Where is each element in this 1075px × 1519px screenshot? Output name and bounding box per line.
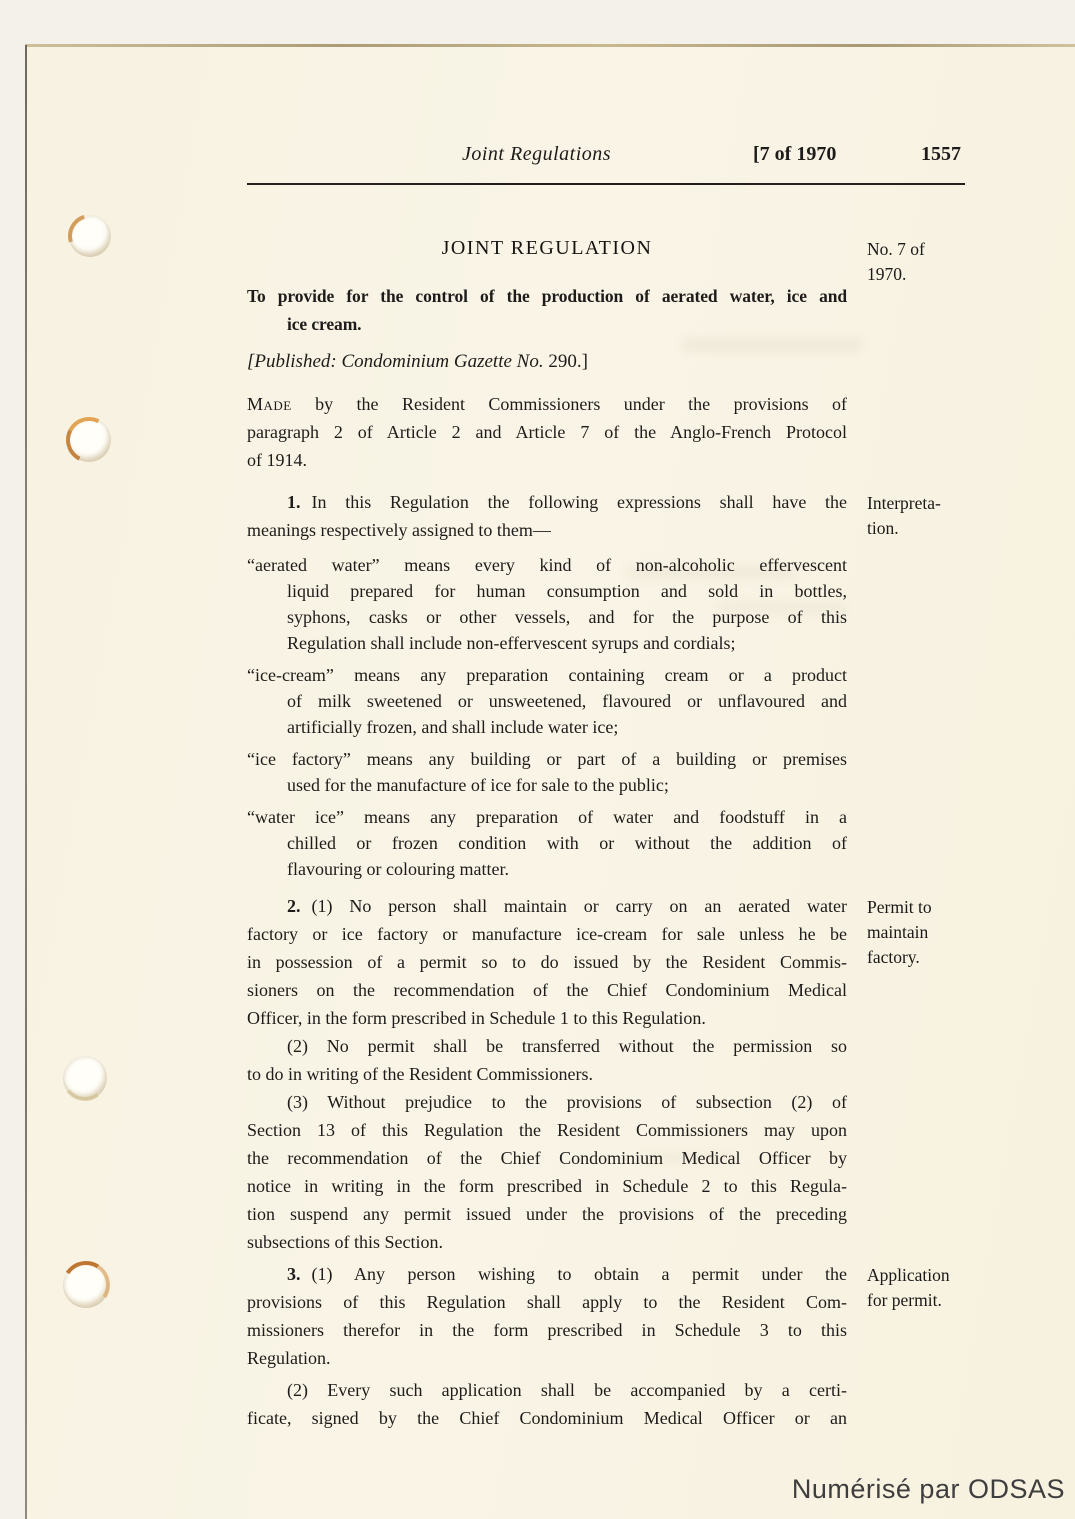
punch-hole: [67, 418, 111, 462]
punch-hole: [63, 1056, 107, 1100]
text-line: artificially frozen, and shall include water ice;: [287, 717, 619, 737]
margin-note-line: Interpreta-: [867, 493, 941, 513]
section-3-subsection-1: [247, 1260, 950, 1372]
margin-note-line: 1970.: [867, 264, 907, 284]
text-line: factory or ice factory or manufacture ice-cream for sale unless he be: [247, 924, 847, 944]
text-line: “ice factory” means any building or part of a building or premises: [247, 749, 847, 769]
text-span: (1) No person shall maintain or carry on an aerated water: [311, 896, 847, 916]
text-line: ficate, signed by the Chief Condominium Medical Officer or an: [247, 1408, 847, 1428]
definition-ice-cream: [247, 662, 847, 740]
text-line: in possession of a permit so to do issued by the Resident Commis-: [247, 952, 847, 972]
text-line: tion suspend any permit issued under the provisions of the preceding: [247, 1204, 847, 1224]
section-2-subsection-3: [247, 1088, 847, 1256]
text-line: “ice-cream” means any preparation containing cream or a product: [247, 665, 847, 685]
section-1: [247, 488, 941, 544]
text-line: (3) Without prejudice to the provisions of subsection (2) of: [287, 1092, 847, 1112]
punch-hole: [69, 215, 111, 257]
margin-note-line: maintain: [867, 922, 929, 942]
text-line: notice in writing in the form prescribed in Schedule 2 to this Regula-: [247, 1176, 847, 1196]
punch-hole: [63, 1262, 109, 1308]
margin-note-regulation-number: [867, 237, 1017, 287]
text-line: sioners on the recommendation of the Chief Condominium Medical: [247, 980, 847, 1000]
margin-note-line: for permit.: [867, 1290, 942, 1310]
text-line: to do in writing of the Resident Commissioners.: [247, 1064, 593, 1084]
margin-note-application: [867, 1263, 1017, 1313]
text-line: Officer, in the form prescribed in Schedule 1 to this Regulation.: [247, 1008, 706, 1028]
running-header-title: Joint Regulations: [462, 143, 612, 165]
margin-note-interpretation: [867, 491, 1017, 541]
text-line: To provide for the control of the production of aerated water, ice and: [247, 286, 847, 306]
text-line: [247, 488, 847, 516]
text-line: (2) Every such application shall be accompanied by a certi-: [287, 1380, 847, 1400]
published-line: [247, 348, 847, 376]
text-line: liquid prepared for human consumption and sold in bottles,: [287, 581, 847, 601]
text-line: Regulation shall include non-effervescent syrups and cordials;: [287, 633, 736, 653]
text-line: meanings respectively assigned to them—: [247, 520, 551, 540]
definition-water-ice: [247, 804, 847, 882]
enacting-smallcaps: Made: [247, 394, 292, 414]
published-number: 290.]: [548, 351, 588, 372]
text-line: missioners therefor in the form prescribed in Schedule 3 to this: [247, 1320, 847, 1340]
page-number: 1557: [921, 143, 961, 165]
document-heading: JOINT REGULATION: [441, 237, 653, 259]
definition-ice-factory: [247, 746, 847, 798]
margin-note-line: Application: [867, 1265, 950, 1285]
text-line: of 1914.: [247, 450, 307, 470]
document-heading-block: [247, 234, 925, 284]
margin-note-permit: [867, 895, 1017, 970]
page-left-edge: [25, 45, 27, 1519]
text-line: [247, 892, 847, 920]
text-line: Section 13 of this Regulation the Resident Commissioners may upon: [247, 1120, 847, 1140]
text-span: by the Resident Commissioners under the provisions of: [291, 394, 847, 414]
section-2-subsection-1: [247, 892, 932, 1032]
text-line: chilled or frozen condition with or without the addition of: [287, 833, 847, 853]
text-line: flavouring or colouring matter.: [287, 859, 509, 879]
text-line: the recommendation of the Chief Condominium Medical Officer by: [247, 1148, 847, 1168]
text-line: “water ice” means any preparation of water and foodstuff in a: [247, 807, 847, 827]
long-title: [247, 282, 847, 338]
text-line: “aerated water” means every kind of non-alcoholic effervescent: [247, 555, 847, 575]
section-number: 3.: [287, 1264, 301, 1284]
margin-note-line: No. 7 of: [867, 239, 925, 259]
digitization-watermark: Numérisé par ODSAS: [791, 1474, 1065, 1504]
published-italic: [Published: Condominium Gazette No.: [247, 351, 549, 372]
margin-note-line: factory.: [867, 947, 920, 967]
text-line: (2) No permit shall be transferred without the permission so: [287, 1036, 847, 1056]
margin-note-line: tion.: [867, 518, 899, 538]
text-line: [247, 390, 847, 418]
text-span: (1) Any person wishing to obtain a permit under the: [311, 1264, 847, 1284]
text-span: In this Regulation the following expressions shall have the: [311, 492, 847, 512]
text-line: used for the manufacture of ice for sale to the public;: [287, 775, 669, 795]
section-number: 2.: [287, 896, 301, 916]
volume-reference: [7 of 1970: [753, 143, 837, 165]
section-3-subsection-2: [247, 1376, 847, 1432]
text-line: syphons, casks or other vessels, and for the purpose of this: [287, 607, 847, 627]
text-line: Regulation.: [247, 1348, 331, 1368]
text-line: subsections of this Section.: [247, 1232, 443, 1252]
text-line: paragraph 2 of Article 2 and Article 7 of the Anglo-French Protocol: [247, 422, 847, 442]
margin-note-line: Permit to: [867, 897, 932, 917]
text-line: ice cream.: [287, 314, 362, 334]
text-line: of milk sweetened or unsweetened, flavoured or unflavoured and: [287, 691, 847, 711]
enacting-paragraph: [247, 390, 847, 474]
section-number: 1.: [287, 492, 301, 512]
text-line: provisions of this Regulation shall apply to the Resident Com-: [247, 1292, 847, 1312]
text-line: [247, 1260, 847, 1288]
section-2-subsection-2: [247, 1032, 847, 1088]
definition-aerated-water: [247, 552, 847, 656]
